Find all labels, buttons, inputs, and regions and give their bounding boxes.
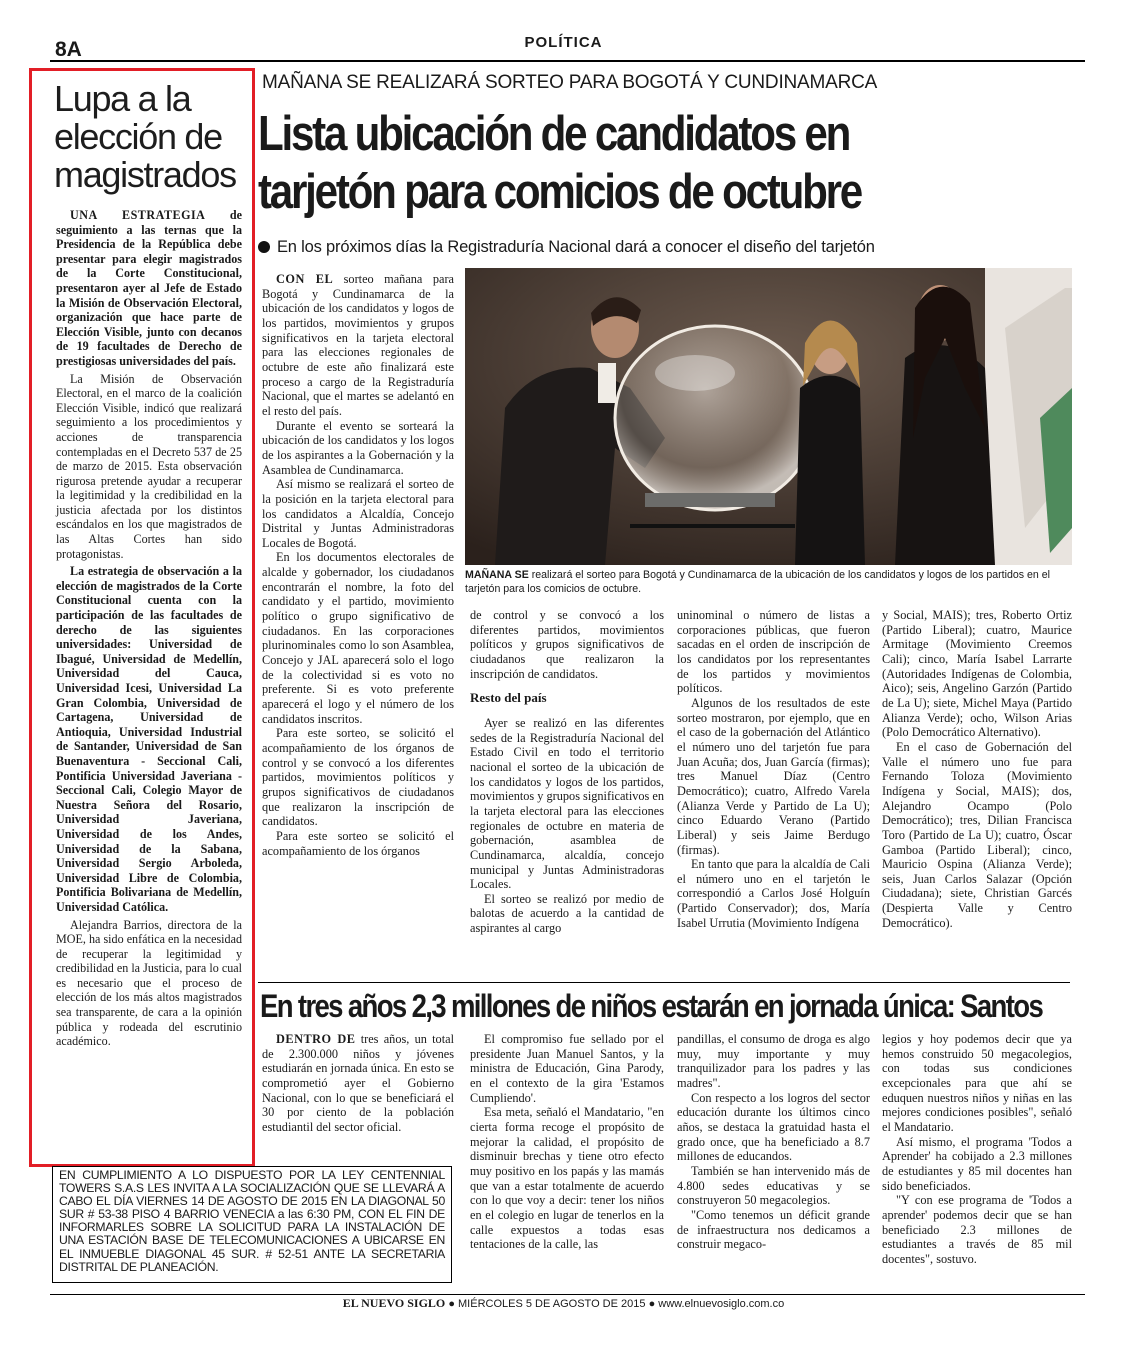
sidebar-body [56,208,242,1052]
second-column-3 [677,1032,870,1252]
second-col3-paragraph-4: "Como tenemos un déficit grande de infraestructura nos dedicamos a construir megaco- [677,1207,870,1252]
col3-paragraph-1: uninominal o número de listas a corporaciones públicas, que fueron sacadas en el orden de inscripción de los candidatos por los representantes de los partidos y movimientos políticos. [677,608,870,696]
col4-paragraph-1: y Social, MAIS); tres, Roberto Ortiz (Partido Liberal); cuatro, Maurice Armitage (Movimiento Creemos Cali); cinco, María Isabel Larrarte (Autoridades Indígenas de Colombia, Aico); seis, Angelino Garzón (Partido de La U); siete, Michel Maya (Partido Alianza Verde); ocho, Wilson Arias (Polo Democrático Alternativo). [882,608,1072,740]
col2-paragraph-1: de control y se convocó a los diferentes partidos, movimientos políticos y grupos significativos de ciudadanos que realizaron la inscripción de candidatos. [470,608,664,681]
article-column-1 [262,272,454,858]
second-col1-paragraph-1: tres años, un total de 2.300.000 niños y jóvenes estudiarán en jornada única. En esto se comprometió ayer el Gobierno Nacional, con lo que se beneficiará el 30 por ciento de la población estudiantil del sector oficial. [262,1032,454,1134]
second-headline: En tres años 2,3 millones de niños estarán en jornada única: Santos [260,988,1043,1024]
sidebar-paragraph-4: Alejandra Barrios, directora de la MOE, ha sido enfática en la necesidad de recuperar la legitimidad y credibilidad en la Justicia, para lo cual es necesario que el proceso de elección de los más altos magistrados sea transparente, de cara a la opinión pública y rodeada del escrutinio académico. [56,917,242,1049]
col2-paragraph-2: Ayer se realizó en las diferentes sedes de la Registraduría Nacional del Estado Civil en todo el territorio nacional el sorteo de la ubicación de los candidatos y logos de los partidos, movimientos y grupos significativos en la tarjeta electoral para las elecciones regionales de octubre en materia de gobernación, asamblea de Cundinamarca, alcaldía, concejo municipal y Juntas Administradoras Locales. [470,715,665,892]
footer-dot-icon: ● [448,1298,459,1310]
second-column-4 [882,1032,1072,1267]
footer-dot-icon: ● [648,1298,659,1310]
col4-paragraph-2: En el caso de Gobernación del Valle el número uno fue para Fernando Toloza (Movimiento Indígena y Social, MAIS); dos, Alejandro Ocampo (Polo Democrático); tres, Dilian Francisca Toro (Partido de La U); cuatro, Óscar Gamboa (Partido Liberal); cinco, Mauricio Ospina (Alianza Verde); seis, Juan Carlos Salazar (Opción Ciudadana); siete, Christian Garcés (Despierta Valle y Centro Democrático). [882,739,1072,930]
article-column-3 [677,608,870,930]
article-divider [258,982,1070,983]
article-kicker: MAÑANA SE REALIZARÁ SORTEO PARA BOGOTÁ Y CUNDINAMARCA [262,72,878,93]
col1-paragraph-1: sorteo mañana para Bogotá y Cundinamarca de la ubicación de los candidatos y logos de los partidos, movimientos y grupos significativos en la tarjeta electoral para las elecciones regionales de octubre de este año finalizará este proceso a cargo de la Registraduría Nacional, que el martes se adelantó en el resto del país. [262,272,454,418]
section-title: POLÍTICA [524,34,603,51]
footer-brand: EL NUEVO SIGLO [342,1296,446,1310]
footer-rule [50,1294,1085,1295]
bullet-icon [258,241,270,253]
second-col3-paragraph-3: También se han intervenido más de 4.800 sedes educativas y se construyeron 50 megacolegios. [677,1163,870,1208]
footer [0,1296,1127,1311]
second-column-2 [470,1032,664,1252]
sidebar-paragraph-3: La estrategia de observación a la elección de magistrados de la Corte Constitucional cuenta con la participación de las facultades de derecho de las siguientes universidades: Universidad de Ibagué, Universidad de Medellín, Universidad del Cauca, Universidad Icesi, Universidad La Gran Colombia, Universidad de Cartagena, Universidad de Antioquia, Universidad Industrial de Santander, Universidad de San Buenaventura - Seccional Cali, Pontificia Universidad Javeriana - Seccional Cali, Colegio Mayor de Nuestra Señora del Rosario, Universidad Javeriana, Universidad de los Andes, Universidad de la Sabana, Universidad Sergio Arboleda, Universidad Libre de Colombia, Pontificia Bolivariana de Medellín, Universidad Católica. [56,564,242,914]
col2-subtitle: Resto del país [470,690,547,706]
second-col4-paragraph-2: Así mismo, el programa 'Todos a Aprender' ha cobijado a 2.3 millones de estudiantes y 85 mil docentes han sido beneficiados. [882,1134,1072,1193]
sidebar-paragraph-1: de seguimiento a las ternas que la Presidencia de la República debe presentar para elegir magistrados de la Corte Constitucional, presentaron ayer al Jefe de Estado la Misión de Observación Electoral, organización que hace parte de Elección Visible, junto con decanos de 19 facultades de Derecho de prestigiosas universidades del país. [56,208,242,368]
caption-lead: MAÑANA SE [465,569,529,581]
col1-paragraph-6: Para este sorteo se solicitó el acompañamiento de los órganos [262,828,454,858]
second-col2-paragraph-2: Esa meta, señaló el Mandatario, "en cierta forma recoge el propósito de mejorar la calidad, el propósito de disminuir brechas y tiene otro efecto muy positivo en los papás y las mamás que van a estar totalmente de acuerdo con lo que voy a decir: tener los niños en el colegio en lugar de tenerlos en la calle expuestos a todas esas tentaciones de la calle, las [470,1105,664,1252]
subhead-text: En los próximos días la Registraduría Nacional dará a conocer el diseño del tarjetón [277,238,875,256]
second-column-1 [262,1032,454,1135]
article-column-4 [882,608,1072,930]
second-col1-lead: DENTRO DE [276,1032,356,1046]
col2-paragraph-3: El sorteo se realizó por medio de balotas de acuerdo a la cantidad de aspirantes al cargo [470,891,664,936]
legal-notice: EN CUMPLIMIENTO A LO DISPUESTO POR LA LEY CENTENNIAL TOWERS S.A.S LES INVITA A LA SOCIALIZACIÓN QUE SE LLEVARÁ A CABO EL DÍA VIERNES 14 DE AGOSTO DE 2015 EN LA DIAGONAL 50 SUR # 53-38 PISO 4 BARRIO VENECIA a las 6:30 PM, CON EL FIN DE INFORMARLES SOBRE LA SOLICITUD PARA LA INSTALACIÓN DE UNA ESTACIÓN BASE DE TELECOMUNICACIONES A UBICARSE EN EL INMUEBLE DIAGONAL 45 SUR. # 52-51 ANTE LA SECRETARIA DISTRITAL DE PLANEACIÓN. [52,1166,452,1283]
second-col3-paragraph-1: pandillas, el consumo de droga es algo muy, muy importante y muy tranquilizador para los padres y las madres". [677,1032,870,1090]
second-col4-paragraph-3: "Y con ese programa de 'Todos a aprender' podemos decir que se han beneficiado 2.3 millones de estudiantes a través de 85 mil docentes", sostuvo. [882,1193,1072,1266]
article-headline [258,105,946,221]
col3-paragraph-3: En tanto que para la alcaldía de Cali el número uno en el tarjetón le correspondió a Carlos José Holguín (Partido Conservador); dos, María Isabel Urrutia (Movimiento Indígena [677,857,870,930]
photo-illustration [465,268,1072,565]
article-column-2 [470,608,664,936]
sidebar-lead: UNA ESTRATEGIA [70,208,206,222]
page-number: 8A [55,38,82,61]
headline-line-2: tarjetón para comicios de octubre [258,165,861,219]
second-col3-paragraph-2: Con respecto a los logros del sector educación durante los últimos cinco años, se destaca la gratuidad hasta el grado once, que ha beneficiado a 8.7 millones de educandos. [677,1090,870,1164]
headline-line-1: Lista ubicación de candidatos en [258,107,850,161]
footer-url: www.elnuevosiglo.com.co [658,1298,785,1310]
sidebar-title: Lupa a la elección de magistrados [54,78,236,195]
caption-text: realizará el sorteo para Bogotá y Cundinamarca de la ubicación de los candidatos y logos de los partidos en el tarjetón para los comicios de octubre. [465,569,1050,595]
article-subhead [258,238,875,257]
col1-paragraph-3: Así mismo se realizará el sorteo de la posición en la tarjeta electoral para los candidatos a Alcaldía, Concejo Distrital y Juntas Administradoras Locales de Bogotá. [262,477,454,550]
second-col2-paragraph-1: El compromiso fue sellado por el presidente Juan Manuel Santos, y la ministra de Educación, Gina Parody, en el contexto de la gira 'Estamos Cumpliendo'. [470,1032,664,1105]
col1-paragraph-2: Durante el evento se sorteará la ubicación de los candidatos y los logos de los aspirantes a la Gobernación y la Asamblea de Cundinamarca. [262,418,454,477]
col1-paragraph-5: Para este sorteo, se solicitó el acompañamiento de los órganos de control y se convocó a los diferentes partidos, movimientos políticos y grupos significativos de ciudadanos que realizaron la inscripción de candidatos. [262,726,454,829]
footer-date: MIÉRCOLES 5 DE AGOSTO DE 2015 [458,1298,646,1310]
second-col4-paragraph-1: legios y hoy podemos decir que ya hemos construido 50 megacolegios, con todas sus condiciones excepcionales para que ahí se eduquen nuestros niños y niñas en las mejores condiciones posibles", señaló el Mandatario. [882,1032,1072,1134]
col3-paragraph-2: Algunos de los resultados de este sorteo mostraron, por ejemplo, que en el caso de la gobernación del Atlántico el número uno del tarjetón fue para Juan Acuña; dos, Juan García (firmas); tres Manuel Díaz (Centro Democrático); cuatro, Alfredo Varela (Alianza Verde y Partido de La U); cinco Eduardo Verano (Partido Liberal) y seis Jaime Berdugo (firmas). [677,695,870,857]
photo-caption [465,568,1075,596]
col1-lead: CON EL [276,272,334,286]
top-rule [50,60,1085,62]
article-photo [465,268,1072,565]
sidebar-paragraph-2: La Misión de Observación Electoral, en el marco de la coalición Elección Visible, indicó que realizará seguimiento a los procedimientos y acciones de transparencia contempladas en el Decreto 537 de 25 de marzo de 2015. Esta observación rigurosa pretende ayudar a recuperar la legitimidad y la credibilidad en la justicia afectada por los distintos escándalos en los que magistrados de las Altas Cortes han sido protagonistas. [56,371,242,561]
col1-paragraph-4: En los documentos electorales de alcalde y gobernador, los ciudadanos encontrarán el nombre, la foto del candidato y el partido, movimiento político o grupo significativo de ciudadanos. En las corporaciones plurinominales como lo son Asamblea, Concejo y JAL aparecerá solo el logo de la colectividad si es voto no preferente. Si es voto preferente aparecerá el logo y el número de los candidatos inscritos. [262,550,454,726]
